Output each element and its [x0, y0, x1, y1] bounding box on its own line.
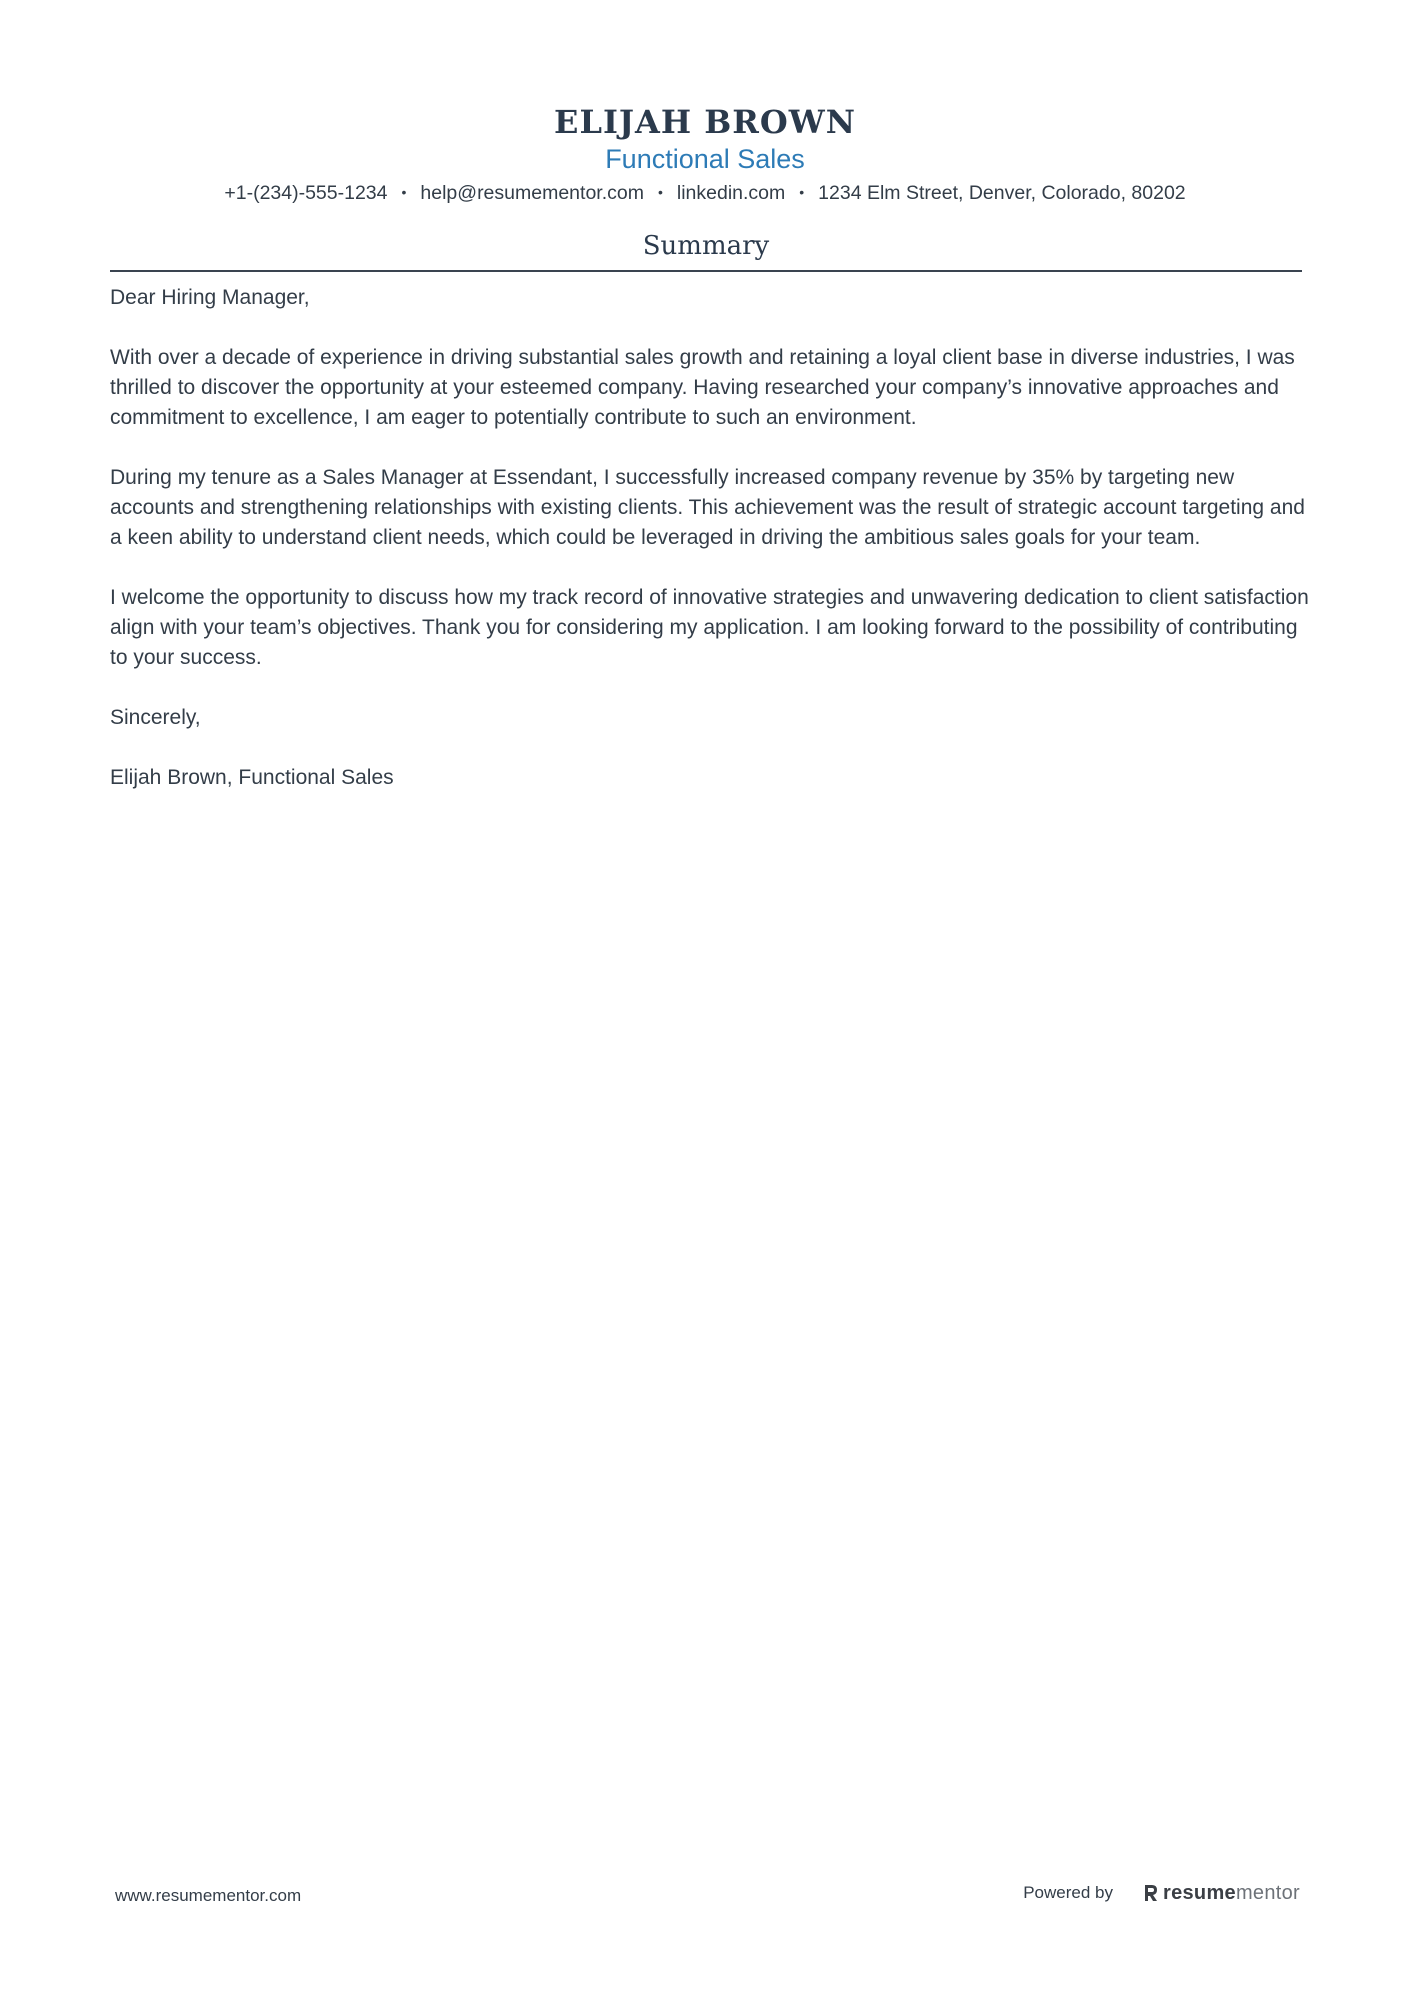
resumementor-logo-icon [1143, 1883, 1159, 1903]
letter-closing: Sincerely, [110, 706, 201, 729]
letter-body [110, 283, 1310, 823]
brand-logo[interactable] [1143, 1882, 1300, 1904]
separator-dot: • [799, 184, 805, 200]
candidate-name: ELIJAH BROWN [554, 103, 856, 141]
footer-website[interactable]: www.resumementor.com [115, 1886, 302, 1905]
contact-linkedin[interactable]: linkedin.com [676, 182, 786, 204]
footer-branding [1023, 1882, 1300, 1904]
separator-dot: • [657, 184, 663, 200]
letter-greeting: Dear Hiring Manager, [110, 286, 310, 309]
section-title: Summary [642, 231, 770, 261]
section-divider [110, 270, 1302, 272]
letter-paragraph: During my tenure as a Sales Manager at Essendant, I successfully increased company revenue by 35% by targeting new accounts and strengthening relationships with existing clients. This achievement was the result of strategic account targeting and a keen ability to understand client needs, which could be leveraged in driving the ambitious sales goals for your team. [110, 466, 1305, 549]
powered-by-label: Powered by [1023, 1883, 1113, 1902]
brand-name: resumementor [1163, 1882, 1300, 1904]
job-title: Functional Sales [605, 144, 805, 174]
header [0, 100, 1410, 206]
contact-email[interactable]: help@resumementor.com [420, 182, 644, 204]
letter-paragraph: With over a decade of experience in driving substantial sales growth and retaining a loyal client base in diverse industries, I was thrilled to discover the opportunity at your esteemed company. Having researched your company’s innovative approaches and commitment to excellence, I am eager to potentially contribute to such an environment. [110, 346, 1295, 429]
letter-signature: Elijah Brown, Functional Sales [110, 766, 394, 789]
contact-line [0, 179, 1410, 206]
separator-dot: • [401, 184, 407, 200]
letter-paragraph: I welcome the opportunity to discuss how my track record of innovative strategies and unwavering dedication to client satisfaction align with your team’s objectives. Thank you for considering my application. I am looking forward to the possibility of contributing to your success. [110, 586, 1309, 669]
contact-phone: +1-(234)-555-1234 [224, 182, 388, 204]
contact-address: 1234 Elm Street, Denver, Colorado, 80202 [818, 182, 1186, 204]
